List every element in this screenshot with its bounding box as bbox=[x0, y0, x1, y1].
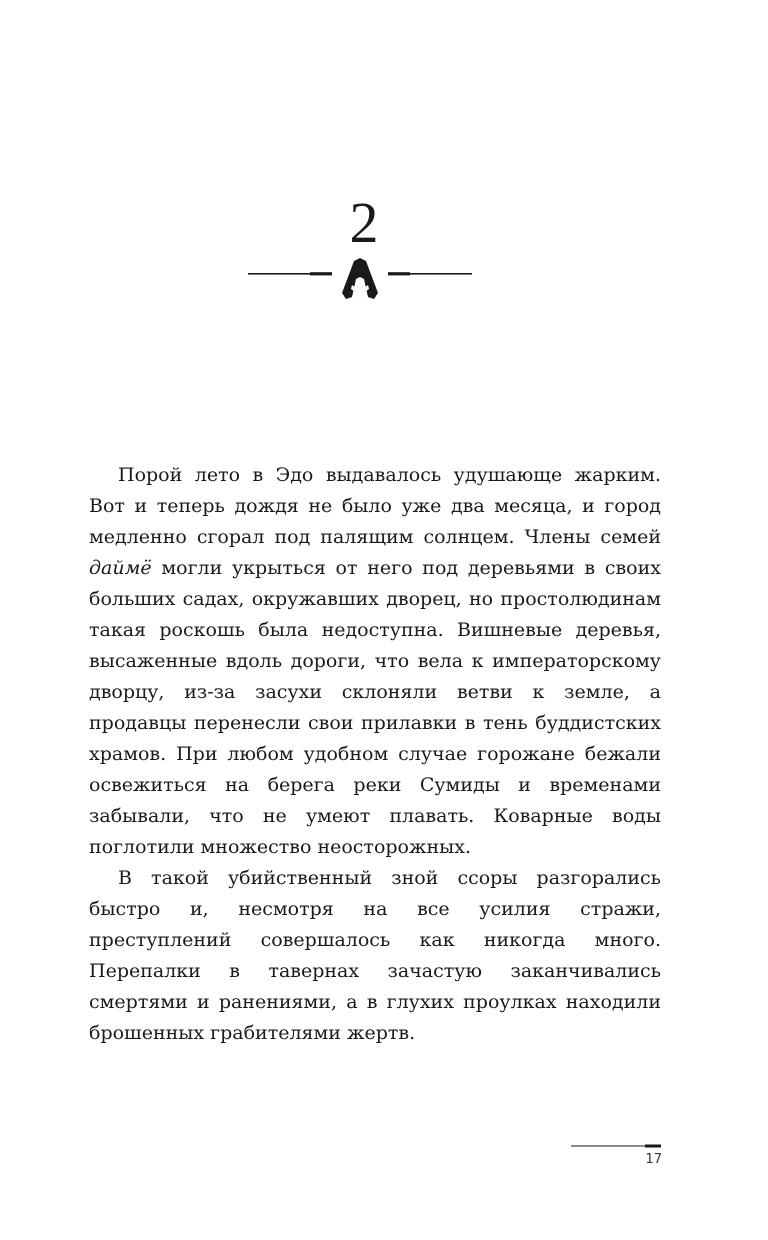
paragraph-1 bbox=[89, 460, 661, 863]
right-rule bbox=[388, 272, 472, 275]
italic-term: даймё bbox=[89, 557, 152, 579]
assassin-crest-icon bbox=[342, 258, 378, 299]
left-rule bbox=[248, 272, 332, 275]
chapter-number: 2 bbox=[349, 190, 379, 255]
paragraph-1-start: Порой лето в Эдо выдавалось удушающе жарким. Вот и теперь дождя не было уже два месяца, и город медленно сгорал под палящим солнцем. Члены семей bbox=[89, 464, 661, 548]
page-number: 17 bbox=[645, 1152, 662, 1167]
chapter-ornament bbox=[248, 255, 472, 301]
body-text bbox=[89, 460, 661, 1049]
footer-rule bbox=[571, 1144, 661, 1148]
paragraph-1-rest: могли укрыться от него под деревьями в своих больших садах, окружавших дворец, но простолюдинам такая роскошь была недоступна. Вишневые деревья, высаженные вдоль дороги, что вела к императорскому дворцу, из-за засухи склоняли ветви к земле, а продавцы перенесли свои прилавки в тень буддистских храмов. При любом удобном случае горожане бежали освежиться на берега реки Сумиды и временами забывали, что не умеют плавать. Коварные воды поглотили множество неосторожных. bbox=[89, 557, 661, 858]
paragraph-2: В такой убийственный зной ссоры разгорались быстро и, несмотря на все усилия стражи, преступлений совершалось как никогда много. Перепалки в тавернах зачастую заканчивались смертями и ранениями, а в глухих проулках находили брошенных грабителями жертв. bbox=[89, 867, 661, 1044]
